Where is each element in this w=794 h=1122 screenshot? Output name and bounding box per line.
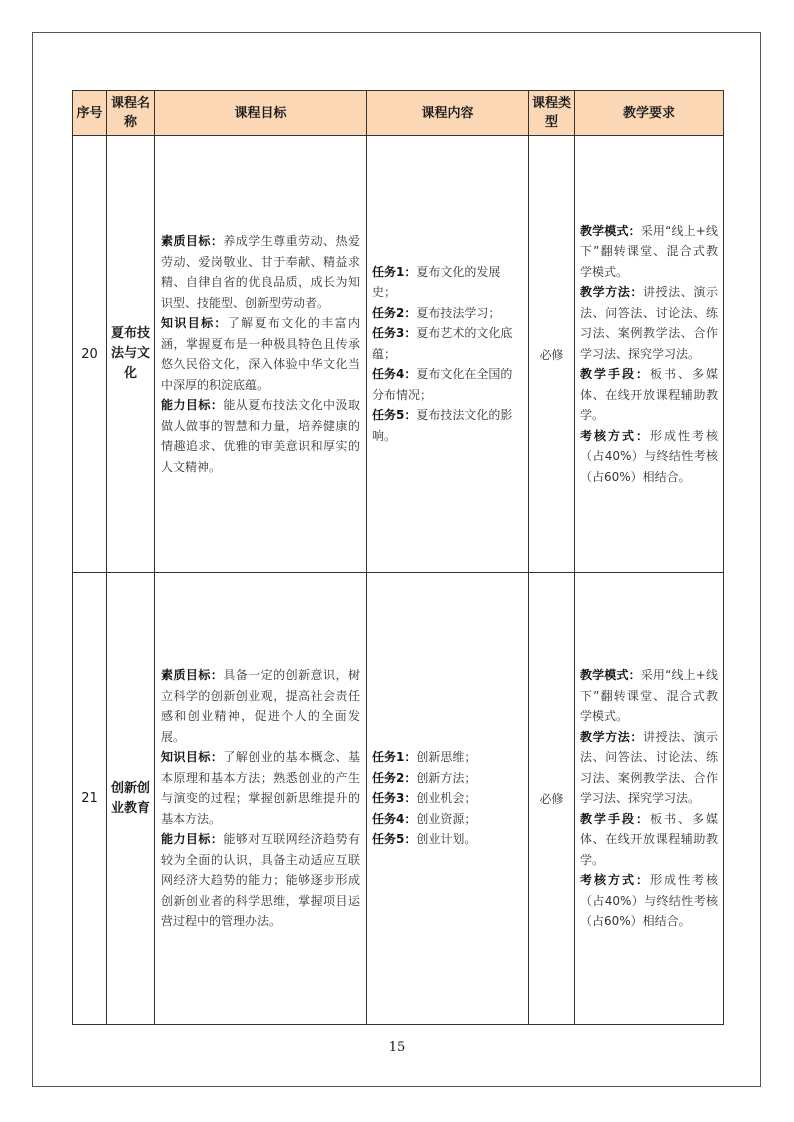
- req-label: 教学模式：: [580, 223, 641, 238]
- task-label: 任务2：: [372, 770, 417, 785]
- goal-label: 知识目标：: [161, 750, 224, 765]
- task-item: [372, 364, 523, 405]
- task-label: 任务5：: [372, 832, 417, 847]
- goal-label: 知识目标：: [161, 316, 228, 330]
- course-name: 创新创业教育: [107, 573, 155, 1025]
- task-item: [372, 747, 523, 768]
- task-label: 任务1：: [372, 264, 417, 279]
- task-text: 夏布技法学习；: [416, 305, 501, 320]
- req-text: 板书、多媒体、在线开放课程辅助教学。: [580, 367, 718, 423]
- goal-text: 了解创业的基本概念、基本原理和基本方法；熟悉创业的产生与演变的过程；掌握创新思维提升的基本方法。: [161, 750, 360, 826]
- header-name: 课程名称: [107, 91, 155, 136]
- req-item: [580, 221, 718, 283]
- task-label: 任务5：: [372, 408, 417, 423]
- task-text: 夏布文化在全国的分布情况；: [372, 367, 513, 402]
- page-number: 15: [388, 1040, 406, 1055]
- req-item: [580, 282, 718, 364]
- task-label: 任务3：: [372, 791, 417, 806]
- task-text: 创新思维；: [416, 750, 477, 765]
- course-goals: [155, 573, 367, 1025]
- table-row: [73, 136, 724, 573]
- header-content: 课程内容: [367, 91, 529, 136]
- goal-label: 能力目标：: [161, 398, 224, 412]
- header-no: 序号: [73, 91, 107, 136]
- course-type: 必修: [529, 136, 575, 573]
- req-label: 教学方法：: [580, 285, 643, 300]
- task-text: 夏布文化的发展史；: [372, 264, 501, 300]
- req-item: [580, 727, 718, 809]
- course-content: [367, 573, 529, 1025]
- task-item: [372, 303, 523, 324]
- req-label: 考核方式：: [580, 428, 650, 443]
- task-text: 创业机会；: [416, 791, 477, 806]
- req-text: 讲授法、演示法、问答法、讨论法、练习法、案例教学法、合作学习法、探究学习法。: [580, 729, 718, 806]
- goal-label: 能力目标：: [161, 832, 224, 847]
- goal-item: [161, 665, 360, 747]
- goal-item: [161, 395, 360, 477]
- task-label: 任务1：: [372, 750, 417, 765]
- goal-item: [161, 231, 360, 313]
- task-text: 创业资源；: [416, 811, 477, 826]
- req-item: [580, 870, 718, 932]
- goal-item: [161, 313, 360, 395]
- req-text: 形成性考核（占40%）与终结性考核（占60%）相结合。: [580, 873, 718, 929]
- row-number: 21: [73, 573, 107, 1025]
- task-item: [372, 323, 523, 364]
- task-label: 任务4：: [372, 367, 417, 382]
- task-item: [372, 809, 523, 830]
- goal-label: 素质目标：: [161, 668, 224, 683]
- task-text: 夏布技法文化的影响。: [372, 408, 513, 443]
- table-row: [73, 573, 724, 1025]
- req-item: [580, 809, 718, 871]
- teaching-requirements: [575, 573, 724, 1025]
- task-item: [372, 262, 523, 303]
- task-text: 夏布艺术的文化底蕴；: [372, 326, 513, 361]
- course-name: 夏布技法与文化: [107, 136, 155, 573]
- row-number: 20: [73, 136, 107, 573]
- goal-text: 能从夏布技法文化中汲取做人做事的智慧和力量，培养健康的情趣追求、优雅的审美意识和厚实的人文精神。: [161, 398, 360, 474]
- header-type: 课程类型: [529, 91, 575, 136]
- goal-item: [161, 829, 360, 932]
- teaching-requirements: [575, 136, 724, 573]
- task-text: 创新方法；: [416, 770, 477, 785]
- goal-text: 能够对互联网经济趋势有较为全面的认识，具备主动适应互联网经济大趋势的能力；能够逐步形成创新创业者的科学思维，掌握项目运营过程中的管理办法。: [161, 832, 360, 929]
- req-label: 教学手段：: [580, 811, 650, 826]
- task-label: 任务4：: [372, 811, 417, 826]
- goal-item: [161, 747, 360, 829]
- curriculum-table: [72, 90, 724, 1025]
- task-text: 创业计划。: [416, 832, 477, 847]
- task-item: [372, 768, 523, 789]
- req-text: 采用“线上+线下”翻转课堂、混合式教学模式。: [580, 668, 718, 724]
- req-label: 教学手段：: [580, 367, 650, 382]
- req-text: 采用“线上+线下”翻转课堂、混合式教学模式。: [580, 223, 718, 279]
- req-item: [580, 426, 718, 488]
- req-text: 板书、多媒体、在线开放课程辅助教学。: [580, 811, 718, 867]
- req-item: [580, 665, 718, 727]
- task-label: 任务2：: [372, 305, 417, 320]
- course-goals: [155, 136, 367, 573]
- task-item: [372, 788, 523, 809]
- req-text: 讲授法、演示法、问答法、讨论法、练习法、案例教学法、合作学习法、探究学习法。: [580, 285, 718, 361]
- goal-text: 具备一定的创新意识，树立科学的创新创业观，提高社会责任感和创业精神，促进个人的全面发展。: [161, 668, 360, 744]
- goal-label: 素质目标：: [161, 234, 224, 248]
- course-type: 必修: [529, 573, 575, 1025]
- task-item: [372, 405, 523, 446]
- table-header-row: [73, 91, 724, 136]
- task-label: 任务3：: [372, 326, 417, 341]
- goal-text: 了解夏布文化的丰富内涵，掌握夏布是一种极具特色且传承悠久民俗文化，深入体验中华文化当中深厚的积淀底蕴。: [161, 316, 360, 392]
- req-label: 教学模式：: [580, 668, 641, 683]
- req-text: 形成性考核（占40%）与终结性考核（占60%）相结合。: [580, 428, 718, 484]
- header-req: 教学要求: [575, 91, 724, 136]
- req-label: 考核方式：: [580, 873, 650, 888]
- goal-text: 养成学生尊重劳动、热爱劳动、爱岗敬业、甘于奉献、精益求精、自律自省的优良品质，成长为知识型、技能型、创新型劳动者。: [161, 234, 360, 310]
- header-goal: 课程目标: [155, 91, 367, 136]
- task-item: [372, 829, 523, 850]
- course-content: [367, 136, 529, 573]
- req-label: 教学方法：: [580, 729, 643, 744]
- req-item: [580, 364, 718, 426]
